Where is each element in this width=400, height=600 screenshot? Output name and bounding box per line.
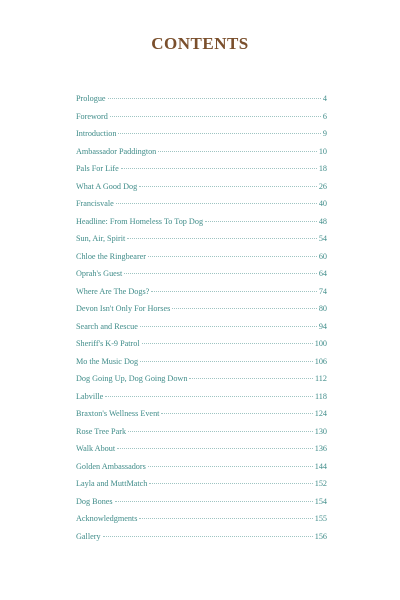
toc-entry-title: Golden Ambassadors [76, 461, 146, 471]
dot-leader [149, 483, 312, 484]
toc-entry-title: Labville [76, 391, 104, 401]
toc-entry-page-number: 106 [314, 356, 327, 366]
dot-leader [103, 536, 313, 537]
toc-entry [76, 479, 327, 497]
toc-entry-title: Ambassador Paddington [76, 146, 157, 156]
toc-entry-page-number: 124 [314, 409, 327, 418]
toc-entry [76, 374, 327, 392]
toc-entry [76, 287, 327, 305]
toc-entry [76, 532, 327, 550]
toc-entry-title: Sheriff's K-9 Patrol [76, 339, 140, 348]
toc-entry [76, 462, 327, 480]
dot-leader [161, 413, 312, 414]
dot-leader [140, 326, 317, 327]
toc-entry-title: Dog Going Up, Dog Going Down [76, 374, 188, 383]
toc-entry-page-number: 94 [318, 321, 327, 331]
dot-leader [142, 343, 313, 344]
toc-entry-title: Layla and MuttMatch [76, 479, 148, 488]
toc-entry-page-number: 10 [318, 146, 327, 156]
toc-entry-page-number: 40 [318, 199, 327, 208]
toc-entry [76, 269, 327, 287]
dot-leader [140, 361, 313, 362]
toc-entry [76, 514, 327, 532]
toc-entry-title: Prologue [76, 94, 106, 103]
toc-entry-title: Braxton's Wellness Event [76, 409, 160, 418]
toc-entry-page-number: 100 [314, 339, 327, 348]
dot-leader [128, 431, 313, 432]
toc-entry-page-number: 144 [314, 461, 327, 471]
toc-entry [76, 392, 327, 410]
toc-entry-page-number: 130 [314, 426, 327, 436]
dot-leader [189, 378, 313, 379]
toc-entry-page-number: 18 [318, 164, 327, 173]
toc-entry-page-number: 64 [318, 269, 327, 278]
table-of-contents [76, 94, 327, 549]
toc-entry [76, 112, 327, 130]
toc-entry-title: Chloe the Ringbearer [76, 251, 147, 261]
dot-leader [151, 291, 317, 292]
toc-entry-title: Oprah's Guest [76, 269, 123, 278]
dot-leader [117, 448, 313, 449]
toc-entry-title: Mo the Music Dog [76, 356, 139, 366]
dot-leader [148, 466, 313, 467]
toc-entry [76, 94, 327, 112]
toc-entry-page-number: 9 [322, 129, 327, 138]
toc-entry-page-number: 6 [322, 111, 327, 121]
toc-entry [76, 357, 327, 375]
toc-entry-title: Headline: From Homeless To Top Dog [76, 216, 204, 226]
toc-entry-title: Rose Tree Park [76, 426, 127, 436]
dot-leader [108, 98, 321, 99]
dot-leader [110, 116, 321, 117]
dot-leader [205, 221, 317, 222]
toc-entry-page-number: 48 [318, 216, 327, 226]
toc-entry [76, 497, 327, 515]
toc-entry-title: Sun, Air, Spirit [76, 234, 126, 243]
toc-entry [76, 199, 327, 217]
toc-entry-page-number: 136 [314, 444, 327, 453]
dot-leader [105, 396, 313, 397]
toc-entry-page-number: 154 [314, 496, 327, 506]
toc-entry-title: Walk About [76, 444, 116, 453]
dot-leader [158, 151, 317, 152]
toc-entry [76, 444, 327, 462]
toc-entry-title: Introduction [76, 129, 117, 138]
toc-entry-page-number: 74 [318, 286, 327, 296]
toc-entry-title: Gallery [76, 531, 101, 541]
toc-entry-page-number: 156 [314, 531, 327, 541]
dot-leader [148, 256, 317, 257]
dot-leader [172, 308, 317, 309]
dot-leader [115, 501, 313, 502]
toc-entry-title: Devon Isn't Only For Horses [76, 304, 171, 313]
toc-entry [76, 234, 327, 252]
dot-leader [118, 133, 320, 134]
toc-entry-page-number: 80 [318, 304, 327, 313]
toc-entry-page-number: 26 [318, 181, 327, 191]
toc-entry [76, 427, 327, 445]
toc-entry [76, 252, 327, 270]
dot-leader [116, 203, 317, 204]
toc-entry-page-number: 112 [315, 374, 327, 383]
toc-entry-title: Francisvale [76, 199, 114, 208]
toc-entry [76, 322, 327, 340]
toc-entry-page-number: 54 [318, 234, 327, 243]
dot-leader [139, 186, 317, 187]
toc-entry-page-number: 152 [314, 479, 327, 488]
toc-entry-title: What A Good Dog [76, 181, 138, 191]
toc-entry [76, 182, 327, 200]
page-title: CONTENTS [151, 34, 249, 53]
toc-entry [76, 339, 327, 357]
toc-entry [76, 217, 327, 235]
toc-entry-title: Pals For Life [76, 164, 119, 173]
toc-entry-page-number: 118 [315, 391, 327, 401]
toc-entry [76, 164, 327, 182]
toc-entry [76, 129, 327, 147]
dot-leader [127, 238, 317, 239]
dot-leader [124, 273, 317, 274]
toc-entry-title: Acknowledgments [76, 514, 138, 523]
dot-leader [139, 518, 312, 519]
toc-entry [76, 147, 327, 165]
toc-entry-title: Dog Bones [76, 496, 113, 506]
toc-entry [76, 304, 327, 322]
toc-entry-title: Search and Rescue [76, 321, 138, 331]
toc-entry-page-number: 4 [322, 94, 327, 103]
toc-entry-title: Where Are The Dogs? [76, 286, 150, 296]
toc-entry-page-number: 60 [318, 251, 327, 261]
toc-entry [76, 409, 327, 427]
toc-entry-title: Foreword [76, 111, 108, 121]
dot-leader [121, 168, 317, 169]
toc-entry-page-number: 155 [314, 514, 327, 523]
